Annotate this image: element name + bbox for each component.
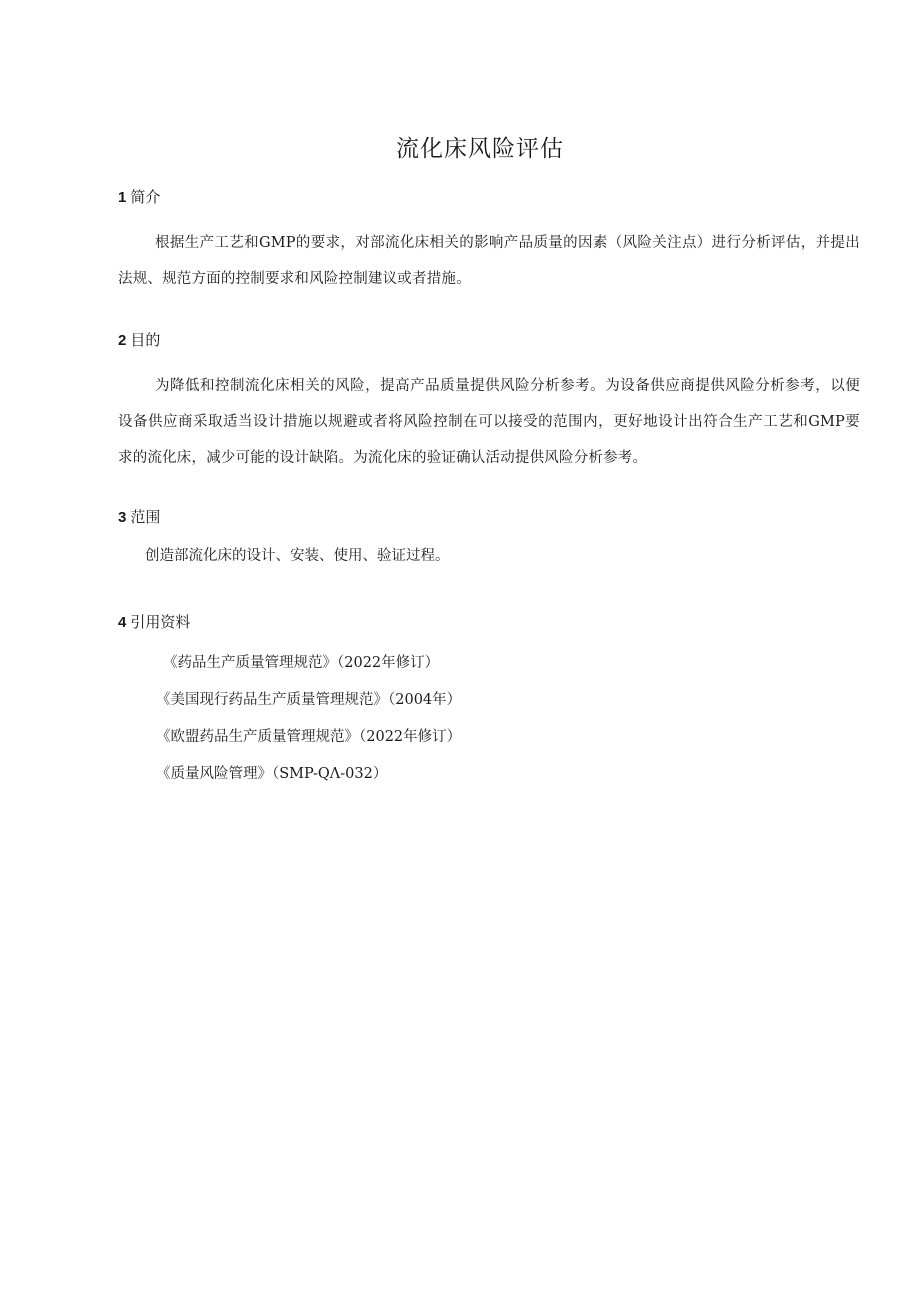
section-purpose — [118, 329, 860, 476]
document-title: 流化床风险评估 — [396, 136, 564, 162]
reference-item: 《药品生产质量管理规范》（2022年修订） — [163, 655, 440, 671]
section-paragraph: 创造部流化床的设计、安装、使用、验证过程。 — [145, 548, 450, 564]
section-title: 范围 — [130, 508, 161, 526]
reference-list — [118, 645, 860, 793]
section-heading — [118, 186, 860, 209]
reference-item: 《美国现行药品生产质量管理规范》（2004年） — [156, 692, 462, 708]
section-number: 4 — [118, 614, 127, 631]
section-heading — [118, 611, 860, 634]
reference-item: 《质量风险管理》（SMP-QΛ-032） — [156, 766, 388, 782]
section-number: 3 — [118, 509, 127, 526]
section-number: 1 — [118, 189, 127, 206]
reference-item: 《欧盟药品生产质量管理规范》（2022年修订） — [156, 729, 462, 745]
section-scope — [118, 506, 860, 567]
section-title: 引用资料 — [130, 613, 191, 631]
section-heading — [118, 329, 860, 352]
section-paragraph: 为降低和控制流化床相关的风险，提高产品质量提供风险分析参考。为设备供应商提供风险分析参考，以便设备供应商采取适当设计措施以规避或者将风险控制在可以接受的范围内，更好地设计出符合生产工艺和GMP要求的流化床，减少可能的设计缺陷。为流化床的验证确认活动提供风险分析参考。 — [118, 378, 860, 466]
section-references — [118, 611, 860, 793]
section-heading — [118, 506, 860, 529]
section-introduction — [118, 186, 860, 297]
section-paragraph: 根据生产工艺和GMP的要求，对部流化床相关的影响产品质量的因素（风险关注点）进行分析评估，并提出法规、规范方面的控制要求和风险控制建议或者措施。 — [118, 235, 860, 287]
section-title: 目的 — [130, 331, 161, 349]
section-title: 简介 — [130, 188, 161, 206]
section-number: 2 — [118, 332, 127, 349]
